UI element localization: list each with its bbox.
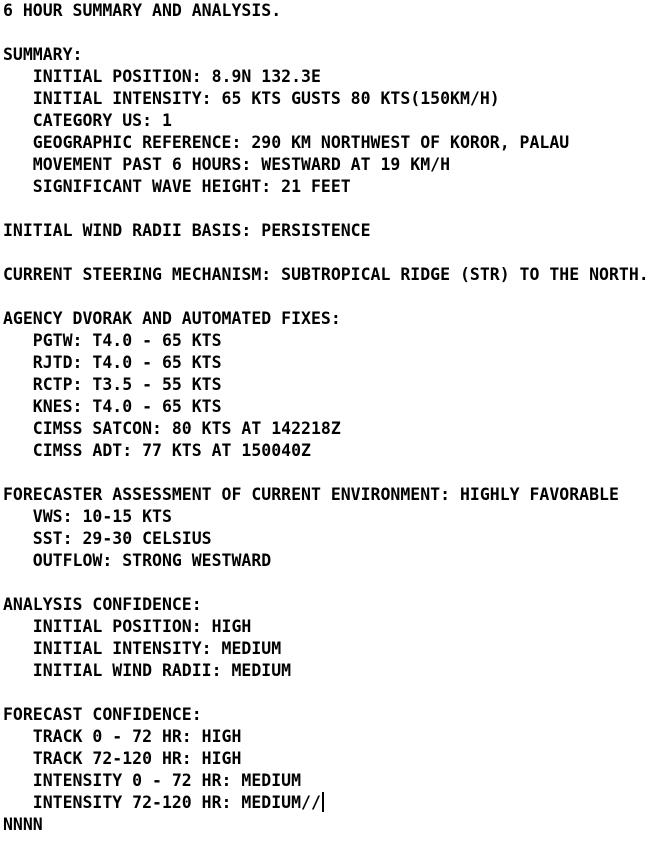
text-line-content: GEOGRAPHIC REFERENCE: 290 KM NORTHWEST OF KOROR, PALAU (3, 133, 570, 152)
text-line (3, 66, 655, 88)
text-line-content: 6 HOUR SUMMARY AND ANALYSIS. (3, 1, 282, 20)
text-line-content: INTENSITY 0 - 72 HR: MEDIUM (3, 771, 302, 790)
text-line (3, 88, 655, 110)
text-line-content: INITIAL WIND RADII: MEDIUM (3, 661, 292, 680)
text-line (3, 374, 655, 396)
text-line-content: TRACK 0 - 72 HR: HIGH (3, 727, 242, 746)
text-line (3, 198, 655, 220)
text-line-content: RJTD: T4.0 - 65 KTS (3, 353, 222, 372)
text-caret (322, 792, 324, 812)
text-line-content: RCTP: T3.5 - 55 KTS (3, 375, 222, 394)
text-line-content: INITIAL POSITION: HIGH (3, 617, 252, 636)
text-line (3, 396, 655, 418)
text-line-content: ANALYSIS CONFIDENCE: (3, 595, 202, 614)
text-line (3, 242, 655, 264)
text-line-content: CATEGORY US: 1 (3, 111, 172, 130)
text-line-content: NNNN (3, 815, 43, 834)
text-line (3, 462, 655, 484)
text-line (3, 484, 655, 506)
text-line-content: OUTFLOW: STRONG WESTWARD (3, 551, 272, 570)
text-line (3, 440, 655, 462)
text-line (3, 814, 655, 836)
text-line (3, 176, 655, 198)
text-line (3, 0, 655, 22)
text-line-content: SIGNIFICANT WAVE HEIGHT: 21 FEET (3, 177, 351, 196)
text-line (3, 550, 655, 572)
text-line-content: MOVEMENT PAST 6 HOURS: WESTWARD AT 19 KM/H (3, 155, 451, 174)
text-line (3, 594, 655, 616)
text-line (3, 726, 655, 748)
text-line-content: INITIAL POSITION: 8.9N 132.3E (3, 67, 321, 86)
text-line-content: PGTW: T4.0 - 65 KTS (3, 331, 222, 350)
text-line (3, 770, 655, 792)
text-line (3, 286, 655, 308)
text-line-content: INITIAL INTENSITY: MEDIUM (3, 639, 282, 658)
text-line (3, 264, 655, 286)
text-line (3, 418, 655, 440)
text-line (3, 704, 655, 726)
text-line-content: INTENSITY 72-120 HR: MEDIUM// (3, 793, 321, 812)
text-line (3, 528, 655, 550)
text-line (3, 220, 655, 242)
text-line (3, 682, 655, 704)
text-line-content: INITIAL INTENSITY: 65 KTS GUSTS 80 KTS(150KM/H) (3, 89, 500, 108)
text-line (3, 154, 655, 176)
text-line (3, 330, 655, 352)
text-line-content: AGENCY DVORAK AND AUTOMATED FIXES: (3, 309, 341, 328)
text-line (3, 352, 655, 374)
text-line (3, 22, 655, 44)
text-line-content: VWS: 10-15 KTS (3, 507, 172, 526)
text-line (3, 660, 655, 682)
text-line-content: KNES: T4.0 - 65 KTS (3, 397, 222, 416)
text-line (3, 748, 655, 770)
text-line-content: CIMSS SATCON: 80 KTS AT 142218Z (3, 419, 341, 438)
text-line-content: SUMMARY: (3, 45, 83, 64)
text-line-content: FORECAST CONFIDENCE: (3, 705, 202, 724)
text-line-content: TRACK 72-120 HR: HIGH (3, 749, 242, 768)
text-line (3, 110, 655, 132)
text-line (3, 506, 655, 528)
text-line-content: CURRENT STEERING MECHANISM: SUBTROPICAL RIDGE (STR) TO THE NORTH. (3, 265, 649, 284)
text-line-content: FORECASTER ASSESSMENT OF CURRENT ENVIRONMENT: HIGHLY FAVORABLE (3, 485, 619, 504)
text-line (3, 308, 655, 330)
text-line (3, 616, 655, 638)
text-line (3, 132, 655, 154)
text-line (3, 572, 655, 594)
text-line-content: SST: 29-30 CELSIUS (3, 529, 212, 548)
text-line (3, 638, 655, 660)
text-line-content: CIMSS ADT: 77 KTS AT 150040Z (3, 441, 311, 460)
text-line (3, 44, 655, 66)
text-line-content: INITIAL WIND RADII BASIS: PERSISTENCE (3, 221, 371, 240)
text-line (3, 792, 655, 814)
